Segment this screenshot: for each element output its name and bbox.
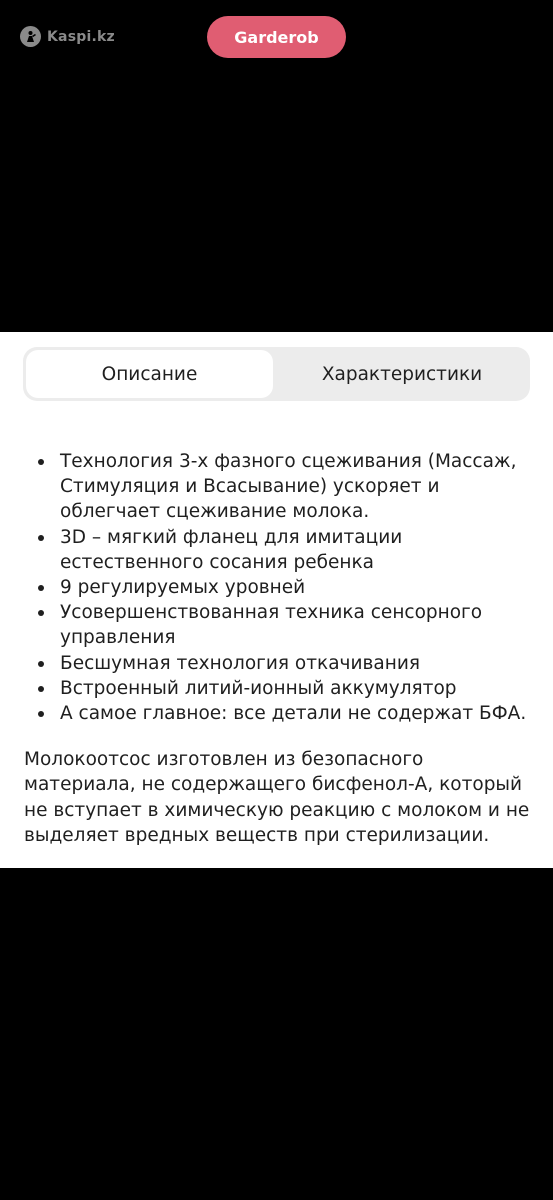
kaspi-watermark (20, 26, 115, 47)
top-overlay (0, 0, 553, 75)
tab-characteristics[interactable]: Характеристики (321, 363, 483, 385)
feature-item: А самое главное: все детали не содержат БФА. (60, 701, 540, 726)
watermark-brand: Kaspi.kz (47, 28, 115, 45)
feature-item: 9 регулируемых уровней (60, 575, 540, 600)
feature-item: 3D – мягкий фланец для имитации естественного сосания ребенка (60, 525, 540, 575)
description-paragraph: Молокоотсос изготовлен из безопасного материала, не содержащего бисфенол-А, который не вступает в химическую реакцию с молоком и не выделяет вредных веществ при стерилизации. (24, 749, 530, 847)
product-info-card (0, 332, 553, 868)
tab-description[interactable]: Описание (26, 350, 273, 398)
kaspi-logo-icon (20, 26, 41, 47)
feature-item: Технология 3-х фазного сцеживания (Массаж, Стимуляция и Всасывание) ускоряет и облегчает сцеживание молока. (60, 449, 540, 525)
feature-item: Усовершенствованная техника сенсорного управления (60, 600, 540, 650)
feature-list (60, 449, 540, 726)
tab-switcher (23, 347, 530, 401)
garderob-button[interactable]: Garderob (207, 16, 346, 58)
feature-item: Встроенный литий-ионный аккумулятор (60, 676, 540, 701)
feature-item: Бесшумная технология откачивания (60, 651, 540, 676)
